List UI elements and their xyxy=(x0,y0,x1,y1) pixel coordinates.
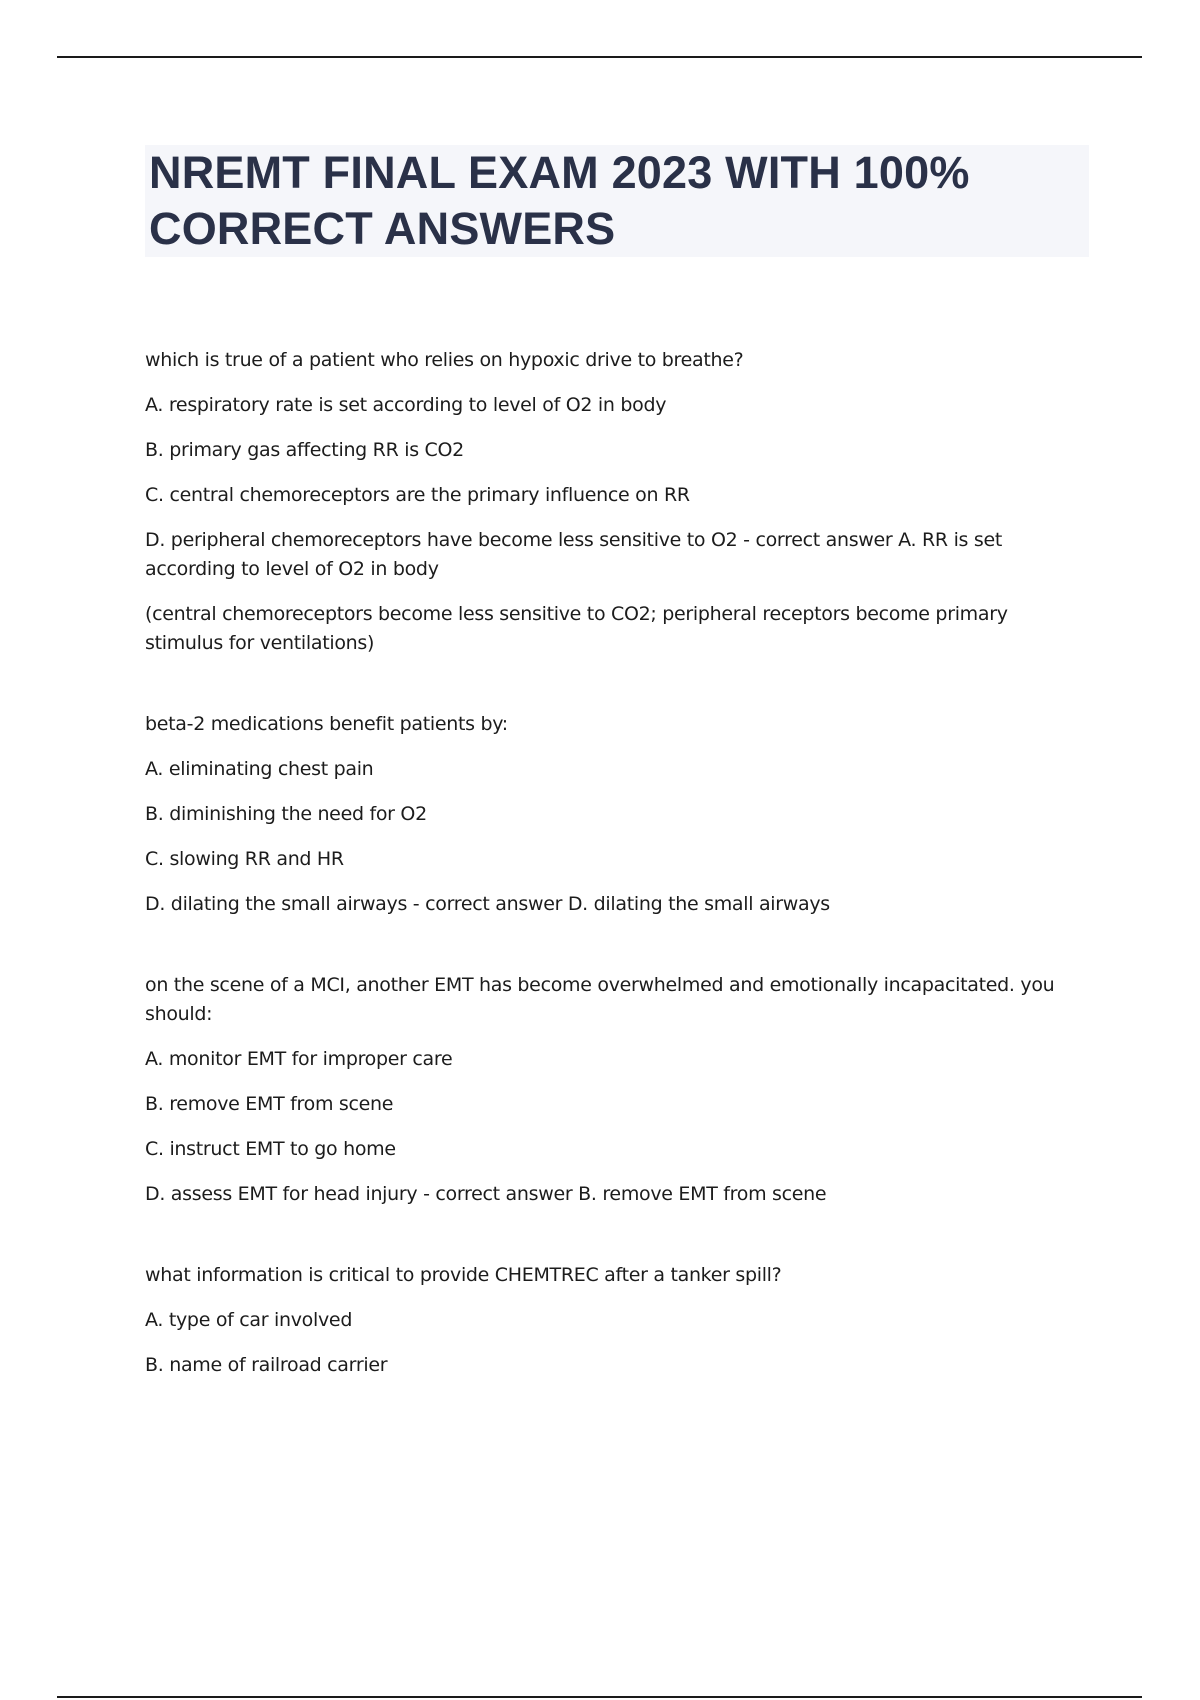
header-rule xyxy=(57,56,1142,58)
answer-option: B. name of railroad carrier xyxy=(145,1354,388,1376)
question-item xyxy=(145,710,1085,919)
answer-option: C. central chemoreceptors are the primary influence on RR xyxy=(145,484,690,506)
answer-option: C. instruct EMT to go home xyxy=(145,1138,396,1160)
answer-option: B. remove EMT from scene xyxy=(145,1093,394,1115)
answer-option: B. diminishing the need for O2 xyxy=(145,803,427,825)
answer-option: A. respiratory rate is set according to level of O2 in body xyxy=(145,394,667,416)
answer-option: A. monitor EMT for improper care xyxy=(145,1048,453,1070)
answer-option: B. primary gas affecting RR is CO2 xyxy=(145,439,464,461)
title-block xyxy=(145,145,1089,257)
document-body xyxy=(145,346,1085,1432)
answer-option: C. slowing RR and HR xyxy=(145,848,344,870)
answer-option: D. dilating the small airways - correct answer D. dilating the small airways xyxy=(145,893,830,915)
question-prompt: beta-2 medications benefit patients by: xyxy=(145,713,508,735)
footer-rule xyxy=(57,1696,1142,1698)
question-item xyxy=(145,1261,1085,1380)
answer-option: A. type of car involved xyxy=(145,1309,353,1331)
answer-option: D. peripheral chemoreceptors have become less sensitive to O2 - correct answer A. RR is set according to level of O2 in body xyxy=(145,529,1003,580)
answer-option: D. assess EMT for head injury - correct answer B. remove EMT from scene xyxy=(145,1183,827,1205)
question-item xyxy=(145,971,1085,1209)
question-prompt: on the scene of a MCI, another EMT has become overwhelmed and emotionally incapacitated. you should: xyxy=(145,974,1055,1025)
answer-option: A. eliminating chest pain xyxy=(145,758,374,780)
document-title: NREMT FINAL EXAM 2023 WITH 100% CORRECT ANSWERS xyxy=(149,147,970,254)
answer-explanation: (central chemoreceptors become less sensitive to CO2; peripheral receptors become primary stimulus for ventilations) xyxy=(145,603,1008,654)
question-item xyxy=(145,346,1085,658)
question-prompt: what information is critical to provide CHEMTREC after a tanker spill? xyxy=(145,1264,782,1286)
question-prompt: which is true of a patient who relies on hypoxic drive to breathe? xyxy=(145,349,744,371)
